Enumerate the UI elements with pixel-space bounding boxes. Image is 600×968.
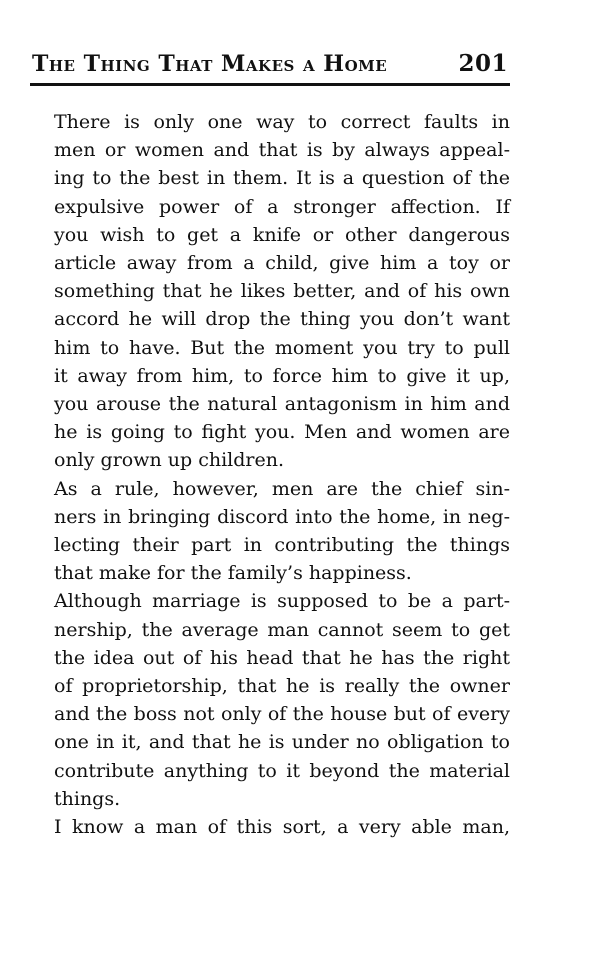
book-page bbox=[30, 50, 510, 841]
page-number: 201 bbox=[458, 50, 508, 77]
text-line: article away from a child, give him a toy or bbox=[54, 252, 510, 275]
text-line: something that he likes better, and of his own bbox=[54, 280, 510, 303]
text-line: and the boss not only of the house but of every bbox=[54, 703, 510, 726]
text-line: contribute anything to it beyond the material bbox=[54, 759, 510, 782]
body-text bbox=[30, 108, 510, 841]
text-line: Although marriage is supposed to be a part- bbox=[54, 590, 510, 613]
text-line: As a rule, however, men are the chief sin- bbox=[54, 477, 510, 500]
text-line: it away from him, to force him to give it up, bbox=[54, 364, 510, 387]
text-line: men or women and that is by always appeal- bbox=[54, 139, 510, 162]
text-line: one in it, and that he is under no obligation to bbox=[54, 731, 510, 754]
text-line: nership, the average man cannot seem to get bbox=[54, 618, 510, 641]
text-line: him to have. But the moment you try to pull bbox=[54, 336, 510, 359]
text-line: that make for the family’s happiness. bbox=[54, 562, 412, 585]
running-head bbox=[30, 50, 510, 86]
text-line: expulsive power of a stronger affection. If bbox=[54, 195, 510, 218]
text-line: he is going to fight you. Men and women are bbox=[54, 421, 510, 444]
paragraph bbox=[30, 108, 510, 475]
paragraph bbox=[30, 813, 510, 841]
text-line: There is only one way to correct faults in bbox=[54, 111, 510, 133]
text-line: lecting their part in contributing the things bbox=[54, 534, 510, 557]
text-line: the idea out of his head that he has the right bbox=[54, 646, 510, 669]
paragraph bbox=[30, 475, 510, 588]
text-line: you arouse the natural antagonism in him and bbox=[54, 393, 510, 416]
text-line: you wish to get a knife or other dangerous bbox=[54, 223, 510, 246]
text-line: accord he will drop the thing you don’t want bbox=[54, 308, 510, 331]
text-line: only grown up children. bbox=[54, 449, 284, 472]
text-line: ing to the best in them. It is a question of the bbox=[54, 167, 510, 190]
text-line: of proprietorship, that he is really the owner bbox=[54, 675, 510, 698]
paragraph bbox=[30, 587, 510, 813]
text-line: I know a man of this sort, a very able man, bbox=[54, 816, 510, 839]
running-head-title: The Thing That Makes a Home bbox=[32, 51, 388, 77]
text-line: ners in bringing discord into the home, in neg- bbox=[54, 505, 510, 528]
text-line: things. bbox=[54, 787, 121, 810]
